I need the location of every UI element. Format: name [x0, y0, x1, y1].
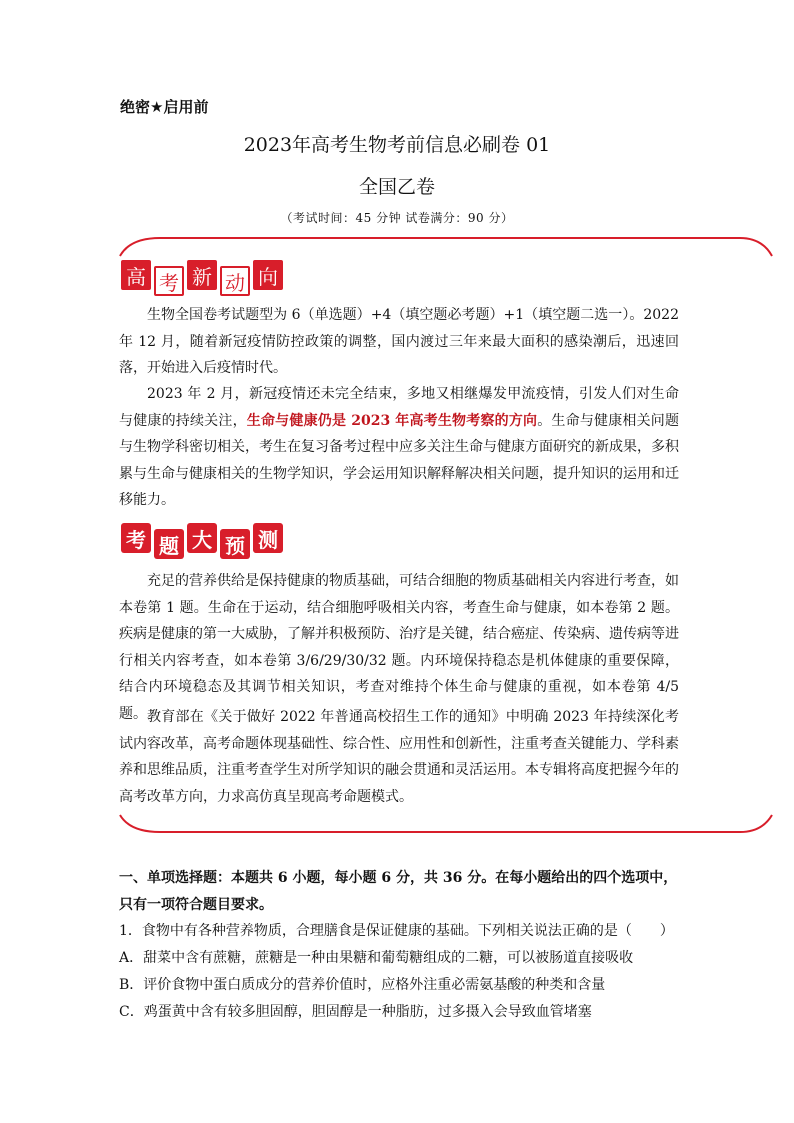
frame-top-line [120, 238, 772, 256]
badge-char: 高 [121, 260, 151, 290]
section2-paragraph2: 教育部在《关于做好 2022 年普通高校招生工作的通知》中明确 2023 年持续深化考试内容改革，高考命题体现基础性、综合性、应用性和创新性，注重考查关键能力、学科素养和思维品质，注重考查学生对所学知识的融会贯通和灵活运用。本专辑将高度把握今年的高考改革方向，力求高仿真呈现高考命题模式。 [119, 709, 679, 805]
badge-char: 考 [121, 523, 151, 553]
para2-text-before: 2023 年 2 月，新冠疫情还未完全结束，多地又相继爆发甲流疫情，引发人们对生命与健康的持续关注， [119, 386, 679, 429]
question-instruction: 一、单项选择题：本题共 6 小题，每小题 6 分，共 36 分。在每小题给出的四个选项中，只有一项符合题目要求。 [119, 870, 678, 913]
badge-predictions [121, 523, 286, 559]
para2-highlight: 生命与健康仍是 2023 年高考生物考察的方向 [246, 412, 538, 429]
exam-info: （考试时间：45 分钟 试卷满分：90 分） [280, 211, 514, 225]
badge-char: 题 [154, 529, 184, 559]
question-1: 1．食物中有各种营养物质，合理膳食是保证健康的基础。下列相关说法正确的是（ ） [119, 923, 674, 939]
option-c: C．鸡蛋黄中含有较多胆固醇，胆固醇是一种脂肪，过多摄入会导致血管堵塞 [119, 1004, 592, 1020]
page-title: 2023年高考生物考前信息必刷卷 01 [243, 134, 551, 156]
confidential-label: 绝密★启用前 [120, 98, 209, 116]
badge-char: 考 [154, 266, 184, 296]
option-a: A．甜菜中含有蔗糖，蔗糖是一种由果糖和葡萄糖组成的二糖，可以被肠道直接吸收 [119, 950, 634, 966]
option-b: B．评价食物中蛋白质成分的营养价值时，应格外注重必需氨基酸的种类和含量 [119, 977, 606, 993]
badge-new-trends [121, 260, 286, 296]
badge-char: 向 [253, 260, 283, 290]
badge-char: 测 [253, 523, 283, 553]
badge-char: 新 [187, 260, 217, 290]
section1-paragraph2 [119, 381, 679, 514]
badge-char: 动 [220, 266, 250, 296]
frame-bottom-line [120, 815, 772, 832]
section1-paragraph1: 生物全国卷考试题型为 6（单选题）+4（填空题必考题）+1（填空题二选一）。2022 年 12 月，随着新冠疫情防控政策的调整，国内渡过三年来最大面积的感染潮后，迅速回落，开始进入后疫情时代。 [119, 307, 679, 376]
page-subtitle: 全国乙卷 [358, 176, 435, 198]
badge-char: 大 [187, 523, 217, 553]
section2-paragraph1: 充足的营养供给是保持健康的物质基础，可结合细胞的物质基础相关内容进行考查，如本卷第 1 题。生命在于运动，结合细胞呼吸相关内容，考查生命与健康，如本卷第 2 题。疾病是健康的第一大威胁，了解并积极预防、治疗是关键，结合癌症、传染病、遗传病等进行相关内容考查，如本卷第 3/6/29/30/32 题。内环境保持稳态是机体健康的重要保障，结合内环境稳态及其调节相关知识，考查对维持个体生命与健康的重视，如本卷第 4/5 题。 [119, 573, 679, 722]
para2-text-after: 。生命与健康相关问题与生物学科密切相关，考生在复习备考过程中应多关注生命与健康方面研究的新成果，多积累与生命与健康相关的生物学知识，学会运用知识解释解决相关问题，提升知识的运用和迁移能力。 [119, 412, 680, 508]
badge-char: 预 [220, 529, 250, 559]
